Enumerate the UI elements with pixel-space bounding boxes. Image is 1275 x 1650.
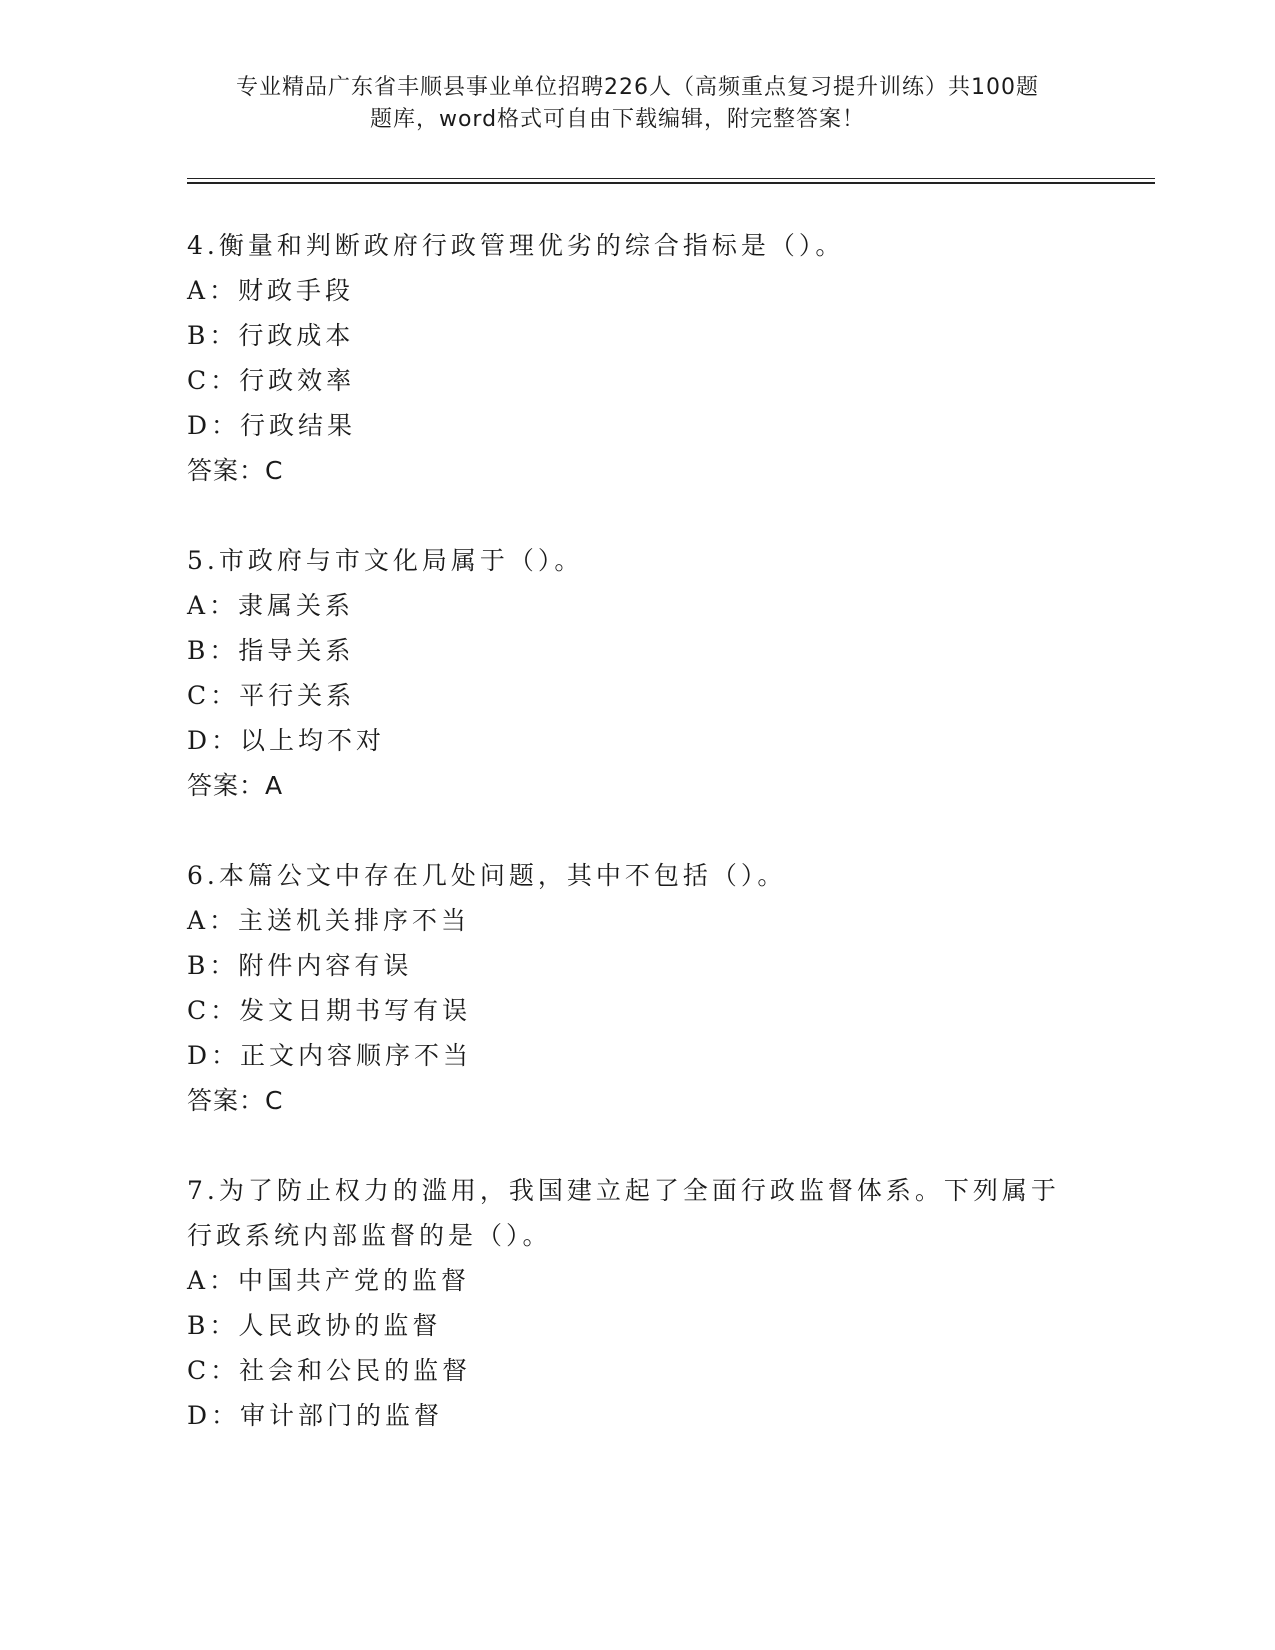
question-block-4 (187, 223, 1087, 493)
question-text: 4.衡量和判断政府行政管理优劣的综合指标是（）。 (187, 231, 845, 260)
question-text-line2: 行政系统内部监督的是（）。 (187, 1221, 552, 1250)
option-b: B：附件内容有误 (187, 951, 413, 980)
header-title-line2: 题库，word格式可自由下载编辑，附完整答案！ (369, 107, 866, 132)
option-a: A：隶属关系 (187, 591, 355, 620)
option-b: B：指导关系 (187, 636, 355, 665)
option-d: D：审计部门的监督 (187, 1401, 444, 1430)
option-d: D：正文内容顺序不当 (187, 1041, 473, 1070)
question-text-line1: 7.为了防止权力的滥用，我国建立起了全面行政监督体系。下列属于 (187, 1176, 1060, 1205)
header-title-line1: 专业精品广东省丰顺县事业单位招聘226人（高频重点复习提升训练）共100题 (236, 75, 1039, 100)
option-c: C：社会和公民的监督 (187, 1356, 472, 1385)
option-c: C：行政效率 (187, 366, 356, 395)
option-c: C：发文日期书写有误 (187, 996, 472, 1025)
option-a: A：主送机关排序不当 (187, 906, 471, 935)
header-divider-thin (187, 178, 1155, 179)
option-c: C：平行关系 (187, 681, 356, 710)
header-divider-thick (187, 182, 1155, 184)
answer-text: 答案：C (187, 456, 284, 485)
option-d: D：以上均不对 (187, 726, 386, 755)
answer-text: 答案：C (187, 1086, 284, 1115)
option-a: A：中国共产党的监督 (187, 1266, 471, 1295)
question-block-5 (187, 538, 1087, 808)
question-text: 6.本篇公文中存在几处问题，其中不包括（）。 (187, 861, 787, 890)
option-d: D：行政结果 (187, 411, 357, 440)
answer-text: 答案：A (187, 771, 284, 800)
question-block-6 (187, 853, 1087, 1123)
document-header (0, 72, 1275, 136)
option-b: B：人民政协的监督 (187, 1311, 442, 1340)
option-a: A：财政手段 (187, 276, 355, 305)
question-text: 5.市政府与市文化局属于（）。 (187, 546, 584, 575)
question-block-7 (187, 1168, 1087, 1438)
option-b: B：行政成本 (187, 321, 355, 350)
